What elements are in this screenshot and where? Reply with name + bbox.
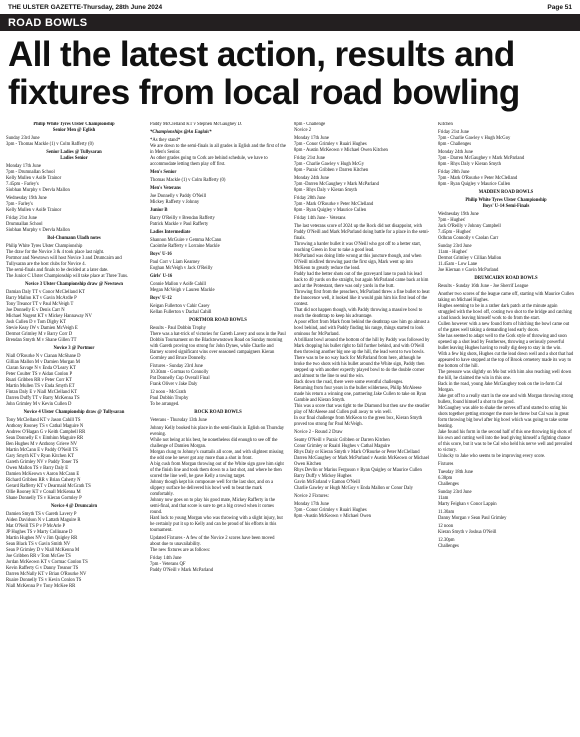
paragraph: Barry O'Reilly v Brendan Rafferty Patrick Mackle v Paul Rafferty — [150, 216, 215, 227]
column-1 — [6, 122, 142, 734]
paragraph: Friday 28th June 7pm - Mark O'Rourke v Peter McClelland 8pm - Ryan Quigley v Maurice Cullen — [438, 170, 518, 187]
paragraph: Updated Fixtures - A few of the Novice 2 scores have been moved about due to unavailability. The new fixtures are as follows: — [150, 536, 275, 553]
subheading: Boys' U-12 — [150, 296, 172, 301]
subheading: Junior B — [150, 208, 168, 213]
paragraph: Fixtures - Sunday 23rd June 10.30am - Gormas to Connolly Pat Donnelly Cup Overall Final Frank Oliver v Jake Daly — [150, 364, 210, 387]
page-number: Page 51 — [547, 3, 572, 11]
paragraph: Friday 14th June 7pm - Veterans QF Paddy O'Neill v Mark McParland — [150, 556, 214, 573]
paragraph: Philip White Tyres Ulster Championship The draw for the Novice 3 & 4 took place last night. Portmor and Newtown will host Novice 3 and Drumcairn and Tullysaran are the host clubs for Novice 4. The semi-finals and finals to be decided at a later date. The Junior C Ulster Championship will take place at Three Tuns. — [6, 244, 129, 279]
paragraph: Connie Mallon v Aoife Cahill Megan McVeigh v Lauren Mackle — [150, 282, 215, 293]
paragraph: Sunday 23rd June 11am - Hughes' Dermot Grimley v Cillian Mallon 11.45am - Low Lane Joe Kiernan v Gavin McParland — [438, 244, 502, 273]
subheading: MADDEN ROAD BOWLS — [478, 190, 534, 195]
paragraph: Sunday 23rd June 11am Marty Feighan v Conor Lappin — [438, 490, 497, 507]
paragraph: 8pm - Challenge Novice 2 — [294, 122, 326, 133]
paragraph: Monday 17th June 7pm - Drumnallan School Kelly Mullen v Aoife Trainor 7.45pm - Farley's Siobhan Murphy v Dervla Mallon — [6, 164, 70, 193]
subheading: Novice 4 Ulster Championship draw @ Tullysaran — [23, 410, 125, 415]
column-2 — [150, 122, 286, 734]
paragraph: Damien Smyth TS v Gareth Lavery P Aiden Davidson N v Lattath Maguire R Mat O'Neill TS P v P McArle P JP Hughes TS v Marty Collinane D Martin Hughes NV v Jim Quigley RR Sean Black TS v Gavin Smith NV Sean P Grimley D v Niall McKenna M Joe Gribben RR v Tom McGee TS Jordan McKeown KT v Cormac Conlon TS Kevin Rafferty G v Danny Treanor TS Darren McNally KT v Brian O'Rourke NV Ruaire Donnelly TS v Kevin Conlon TS Niall McKenna P v Tony McKee RR — [6, 512, 88, 589]
paragraph: Veterans - Thursday 13th June — [150, 418, 207, 423]
subheading: ROCK ROAD BOWLS — [194, 410, 242, 415]
paragraph: 12 noon Kieran Smyth v Joshua O'Neill — [438, 524, 497, 535]
paragraph: Friday 14th June - Veterans — [294, 216, 346, 221]
paragraph: Sunday 23rd June 3pm - Thomas Mackle (1) v Colm Rafferty (0) — [6, 136, 94, 147]
article-body — [6, 122, 574, 734]
paragraph: Paul Corr v Liam Kearney Eoghan McVeigh v Jack O'Reilly — [150, 260, 213, 271]
paragraph: Paddy McClelland KT v Stephen McGaughey D. — [150, 122, 243, 127]
paragraph: Tuesday 18th June 6.30pm Challenges — [438, 470, 473, 487]
subheading: Ladies Intermediate — [150, 230, 191, 235]
headline: All the latest action, results and fixtures from local road bowling — [8, 35, 520, 112]
paragraph: 12 noon - McGrath Paul Dobbin Trophy To be arranged. — [150, 390, 189, 407]
paragraph: Tony McClelland KT v Jason Cahill TS Anthony Rooney TS v Cathal Maguire N Andrew O'Hagan G v Keith Campbell RR Sean Donnelly E v Eimhinn Maguire RR Ben Hughes M v Anthony Grieve NV Martin McCann E v Paddy O'Neill TS Gary Smyth KT v Ryan Kitchen KT Gareth Grimley NV v Paddy Toner TS Owen Mallon TS v Barry Daly E Damien McKeown v Aaron McCann E Richard Gribben RR v Brian Caherty N Gerard Rafferty KT v Dearmaid McGrath TS Ollie Rooney KT v Conall McKenna M Shane Donnelly TS v Kieran Gormley P — [6, 418, 91, 501]
subheading: Girls' U-16 — [150, 274, 173, 279]
paragraph: Keigan Fullerton v Cahir Casey Kellan Fullerton v Dachal Cahill — [150, 304, 212, 315]
section-banner: ROAD BOWLS — [0, 14, 580, 31]
subheading: Novice 3 @ Portmor — [53, 346, 95, 351]
paragraph: Novice 2 - Round 2 Draw — [294, 430, 343, 435]
paragraph: Friday 21st June 7pm - Charlie Gawley v Hugh McGoy 8pm - Challenges — [438, 130, 511, 147]
paragraph: *As they stand* We are down to the semi-finals in all grades in Eglish and the first of the in Men's Senior. As other grades going to Cork are behind schedule, we have to accommodate letting them play off first. — [150, 138, 286, 167]
paragraph: Johnny Kelly booked his place in the semi-finals in Eglish on Thursday evening. While not being at his best, he nonetheless did enough to see off the challenge of Damien Morgan. Morgan clung to Johnny's coattails all score, and with slightest missing the odd one he never got any more than a shot in front. A big cush from Morgan throwing out of the White sign gave him sight of the finish line and took them down to a last shot, and where he then scored the line well, he gave Kelly a towing target. Johnny though kept his composure well for the last shot, and on a slippery surface he delivered his bowl well to beat the mark comfortably. Johnny now goes on to play his good mate, Mickey Rafferty in the semi-final, and that score is sure to get a big crowd when it comes round. Hard luck to young Morgan who was throwing with a slight injury, but he certainly put it up to Kelly and can be proud of his efforts in this tournament. — [150, 426, 285, 533]
paragraph: Wednesday 19th June 7pm - Farley's Kelly Mullen v Aoife Trainor — [6, 196, 62, 213]
paragraph: Results - Sunday 16th June - Joe Sherrif League — [438, 284, 529, 289]
column-3 — [294, 122, 430, 734]
paragraph: Fixtures — [438, 462, 454, 467]
paragraph: Kitchen — [438, 122, 453, 127]
subheading: Men's Senior — [150, 170, 177, 175]
subheading: *Championships @An Eaglais* — [150, 130, 212, 135]
page-header — [0, 0, 580, 14]
paragraph: Novice 2 Fixtures: — [294, 494, 329, 499]
publication-line: THE ULSTER GAZETTE-Thursday, 28th June 2024 — [8, 3, 163, 11]
paragraph: Wednesday 19th June 7pm - Hughes' Jack O'Reilly v Johnny Campbell 7.45pm - Hughes' Odhran Connolly v Caolan Carr — [438, 212, 501, 241]
paragraph: Seamy O'Neill v Paraic Gribben or Darren Kitchen Conor Grimley or Ruairi Hughes v Cathal Maguire Rhys Daly or Kieran Smyth v Mark O'Rourke or Peter McClelland Darren McGaughey or Mark McParland v Austin McKeown or Michael Owen Kitchen Rhys Devlin or Marius Ferguson v Ryan Quigley or Maurice Cullen Barry Duffy v Mickey Hughes Gavin McFarland v Eamon O'Neill Charlie Gawley or Hugh McGoy v Enda Mallon or Conor Daly — [294, 438, 429, 491]
paragraph: Friday 21st June Drumnallan School Siobhan Murphy v Dervla Mallon — [6, 216, 70, 233]
paragraph: 11.30am Danny Morgan v Sean Paul Grimley — [438, 510, 507, 521]
paragraph: Shannon McGuire v Gemma McCann Caoimhe Rafferty v Lorraine Mackle — [150, 238, 222, 249]
paragraph: Friday 21st June 7pm - Charlie Gawley v Hugh McGy 8pm - Paraic Gribben v Darren Kitchen — [294, 156, 369, 173]
subheading: Men's Veterans — [150, 186, 181, 191]
paragraph: Monday 24th June 7pm -Darren McGaughey v Mark McParland 8pm - Rhys Daly v Kieran Smyth — [294, 176, 379, 193]
paragraph: Thomas Mackle (1) v Colm Rafferty (0) — [150, 178, 226, 183]
paragraph: Monday 17th June 7pm - Conor Grimley v Ruairi Hughes 8pm -Austin McKeown v Michael Owen — [294, 502, 371, 519]
subheading: Boys' U-16 — [150, 252, 172, 257]
subheading: PORTMOR ROAD BOWLS — [189, 318, 247, 323]
subheading: Novice 4 @ Drumcairn — [50, 504, 98, 509]
paragraph: Monday 17th June 7pm - Conor Grimley v Ruairi Hughes 8pm - Austin McKeown v Michael Owen Kitchen — [294, 136, 388, 153]
paragraph: Results - Paul Dobbin Trophy There was a hat-trick of victories for Gareth Lavery and sons in the Paul Dobbin Tournament on the Blacktownstown Road on Sunday morning with Gareth proving too strong for John Dynes, while Charlie and Barney scored significant wins over seasoned campaigners Kieran Gormley and Bruce Donnelly. — [150, 326, 286, 361]
paragraph: Another two scores of the league came off, starting with Maurice Cullen taking on Michael Hughes. Hughes seeming to be in a rather dark patch at the minute again struggled with the bowl off, costing two shot to the bridge and catching a bad knock leaving himself work to do from the start. Cullen however with a new found form of hitching the bowl came out of the gates well taking a demanding lead early doors. She has seemed to adapt well to the Gork style of throwing and soon opened up a shot lead by Featherses, throwing a seriously powerful bullet leaving Hughes having to really dig deep to stay in the win. With a few big shots, Hughes cut the lead down well and a shot that had appeared to have stopped at the top of Brook cemetery made its way to the bottom of the hill. The pressure was slightly on Mo but with him also reaching well down the hill, he claimed the win in this one. Back in the road, young Jake McGaughey took on the in-form Cal Morgan. Jake got off to a really start in the one and with Morgan throwing strong bullets, found himself a shot to the good. McGaughey was able to shake the nerves off and started to string his shots together getting stronger the more he threw but Cal was in great form throwing big bowl after big bowl which was going to take some beating. Jake found his form in the second half of this one throwing big shots of his own and cutting well into the lead giving himself a fighting chance of this score, but it was to be Cal who held his nerve well and prevailed to victory. Unlucky to Jake who seems to be improving every score. — [438, 292, 574, 459]
subheading: Senior Ladies @ Tullysaran Ladies Senior — [46, 150, 102, 161]
column-4 — [438, 122, 574, 734]
paragraph: Damian Daly TT v Conor McClelland KT Barry Mallon KT v Gavin McArdle P Tony Treanor TT v Paul McVeigh T Joe Donnelly E v Denis Carr N Michael Nugent KT v Mickey Hannaway NV Josh Cullen D v Tom Digby KT Stevie Keay IW v Damien McVeigh E Dermot Grimley M v Barry Corr D Brendan Smyth M v Shane Gillen TT — [6, 290, 92, 343]
subheading: DRUMCAIRN ROAD BOWLS — [474, 276, 538, 281]
paragraph: 12.30pm Challenges — [438, 538, 459, 549]
paragraph: Friday 28th June 7pm - Mark O'Rourke v Peter McClelland 8pm - Ryan Quigley v Maurice Cullen — [294, 196, 374, 213]
paragraph: Joe Donnelly v Paddy O'Neill Mickey Rafferty v Johnny — [150, 194, 207, 205]
subheading: Bol-Chumann Uladh notes — [47, 236, 101, 241]
paragraph: Niall O'Rourke N v Cianan McShane D Gillian Mallon M v Damien Morgan M Ciaran Savage N v Enda O'Leary KT Peter Coulter TS v Aidan Conlon P Ruari Gribben RR v Peter Corr KT Martin Mullen TS v Enda Smyth ET Fintan Daly E v Niall McClelland KT Darren Duffy TT v Barry McKenna TS John Grimley M v Kevin Cullen D — [6, 354, 81, 407]
subheading: Philip White Tyres Ulster Championship Boys' U-14 Semi-Finals — [465, 198, 547, 209]
subheading: Novice 3 Ulster Championship draw @ Newtown — [24, 282, 124, 287]
subheading: Philip White Tyres Ulster Championship Senior Men @ Eglish — [33, 122, 115, 133]
paragraph: The last veterans score of 2024 up the Rock did not disappoint, with Paddy O'Neill and Mark McParland doing battle for a place in the semi-finals. Throwing a harder bullet it was O'Neill who got off to a better start, reaching Green in four to take a good lead. McParland was doing little wrong at this juncture though, and when O'Neill misfired throwing past the first sign, Mark went up into McKeon to greatly reduce the lead. Paddy had the better shots out of the graveyard lane to push his lead back to 40 yards on the straight, but again McParland came back at him and at the Protestant, there was only yards in the butt. Throwing first from the preachers, McParland threw a fine bullet to beat the Innocence well, it looked like it would gain him his first lead of the contest. That did not happen though, with Paddy throwing a massive bowl to reach the deathtrap to keep his advantage. A poor effort from Mark from behind the deathtrap saw him go almost a bowl behind, and with Paddy finding his range, things started to look ominous for McParland. A brilliant bowl around the bottom of the hill by Paddy was followed by Mark dropping his bullet right to fall further behind, and with O'Neill then throwing another big one up the hill, the lead went to two bowls. There was to be no way back for McParland from here, although he broke the two shots with his bullet around the White sign, Paddy then stepped up with another expertly played bowl to do the double corner and almost to the line to seal the win. Back down the road, there were some eventful challenges. Returning from four years in the bullet wilderness, Philip McAleese made his return a winning one, partnering Jake Cullen to take on Ryan Gamble and Kieran Smyth. This was a score that was tight to the Diamond but then saw the steadier play of McAleese and Cullen pull away to win well. In our final challenge from McKeon to the green box, Kieran Smyth proved too strong for Paul McVeigh. — [294, 224, 430, 427]
paragraph: Monday 24th June 7pm - Darren McGaughey v Mark McParland 8pm - Rhys Daly v Kieran Smyth — [438, 150, 525, 167]
